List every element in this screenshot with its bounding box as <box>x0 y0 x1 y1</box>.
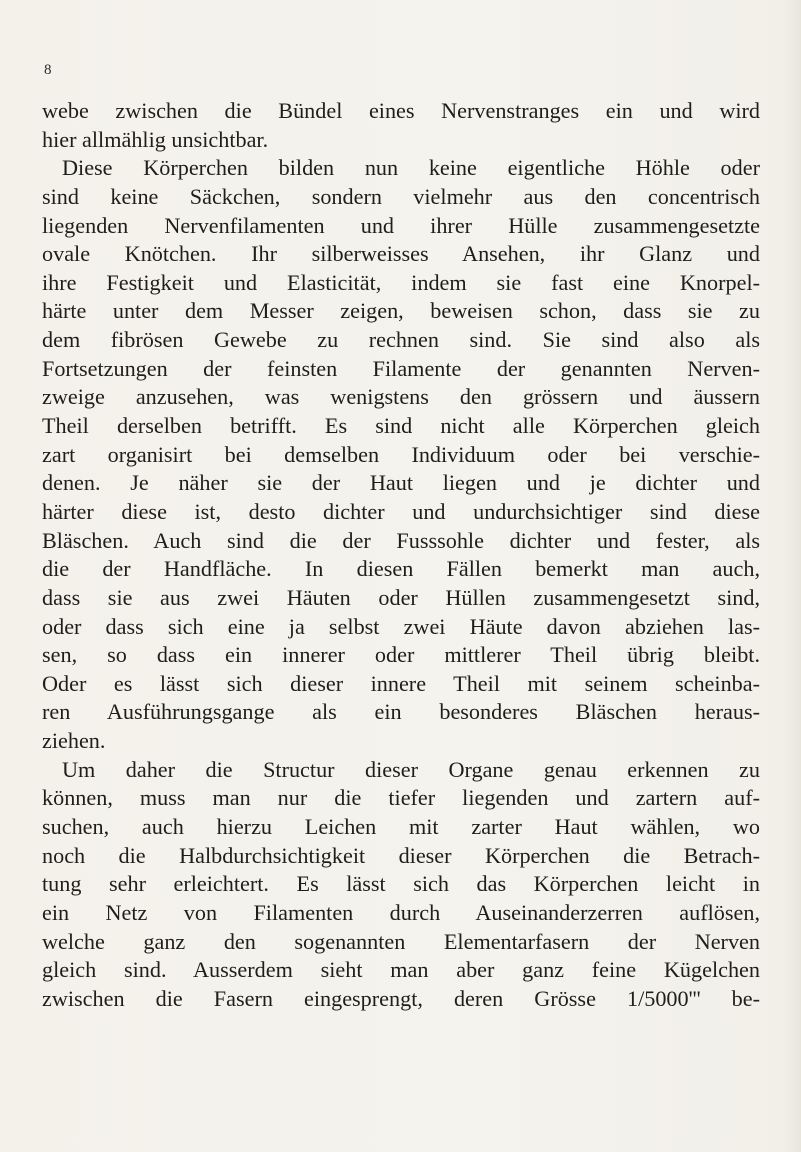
text-line-13: zart organisirt bei demselben Individuum oder bei verschie- <box>42 441 760 467</box>
text-line-19: oder dass sich eine ja selbst zwei Häute davon abziehen las- <box>42 613 760 639</box>
text-line-32: zwischen die Fasern eingesprengt, deren Grösse 1/5000''' be- <box>42 985 760 1011</box>
text-line-20: sen, so dass ein innerer oder mittlerer Theil übrig bleibt. <box>42 642 760 668</box>
text-line-4: sind keine Säckchen, sondern vielmehr aus den concentrisch <box>42 183 760 209</box>
text-line-21: Oder es lässt sich dieser innere Theil mit seinem scheinba- <box>42 670 760 696</box>
text-line-11: zweige anzusehen, was wenigstens den grössern und äussern <box>42 384 760 410</box>
text-line-1: webe zwischen die Bündel eines Nervenstranges ein und wird <box>42 98 760 123</box>
body-text <box>42 97 760 1014</box>
text-line-26: suchen, auch hierzu Leichen mit zarter Haut wählen, wo <box>42 814 760 840</box>
text-line-15: härter diese ist, desto dichter und undurchsichtiger sind diese <box>42 498 760 524</box>
text-line-8: härte unter dem Messer zeigen, beweisen schon, dass sie zu <box>42 298 760 324</box>
text-line-14: denen. Je näher sie der Haut liegen und je dichter und <box>42 470 760 496</box>
page-edge-shadow <box>783 0 801 1152</box>
text-line-25: können, muss man nur die tiefer liegenden und zartern auf- <box>42 785 760 811</box>
text-line-2: hier allmählig unsichtbar. <box>42 126 269 152</box>
text-line-3: Diese Körperchen bilden nun keine eigentliche Höhle oder <box>62 155 760 181</box>
text-line-5: liegenden Nervenfilamenten und ihrer Hülle zusammengesetzte <box>42 212 760 238</box>
text-line-7: ihre Festigkeit und Elasticität, indem sie fast eine Knorpel- <box>42 269 760 295</box>
text-line-29: ein Netz von Filamenten durch Auseinanderzerren auflösen, <box>42 899 760 925</box>
text-line-6: ovale Knötchen. Ihr silberweisses Ansehen, ihr Glanz und <box>42 241 760 267</box>
text-line-23: ziehen. <box>42 728 106 754</box>
text-line-28: tung sehr erleichtert. Es lässt sich das Körperchen leicht in <box>42 871 760 897</box>
text-line-22: ren Ausführungsgange als ein besonderes Bläschen heraus- <box>42 699 760 725</box>
text-line-27: noch die Halbdurchsichtigkeit dieser Körperchen die Betrach- <box>42 842 760 868</box>
text-line-12: Theil derselben betrifft. Es sind nicht alle Körperchen gleich <box>42 413 760 439</box>
text-line-10: Fortsetzungen der feinsten Filamente der genannten Nerven- <box>42 355 760 381</box>
text-line-9: dem fibrösen Gewebe zu rechnen sind. Sie sind also als <box>42 327 760 353</box>
text-line-31: gleich sind. Ausserdem sieht man aber ganz feine Kügelchen <box>42 957 760 983</box>
text-line-17: die der Handfläche. In diesen Fällen bemerkt man auch, <box>42 556 760 582</box>
text-line-16: Bläschen. Auch sind die der Fusssohle dichter und fester, als <box>42 527 760 553</box>
text-line-18: dass sie aus zwei Häuten oder Hüllen zusammengesetzt sind, <box>42 584 760 610</box>
page-number: 8 <box>44 62 52 78</box>
text-line-30: welche ganz den sogenannten Elementarfasern der Nerven <box>42 928 760 954</box>
text-line-24: Um daher die Structur dieser Organe genau erkennen zu <box>62 756 760 782</box>
